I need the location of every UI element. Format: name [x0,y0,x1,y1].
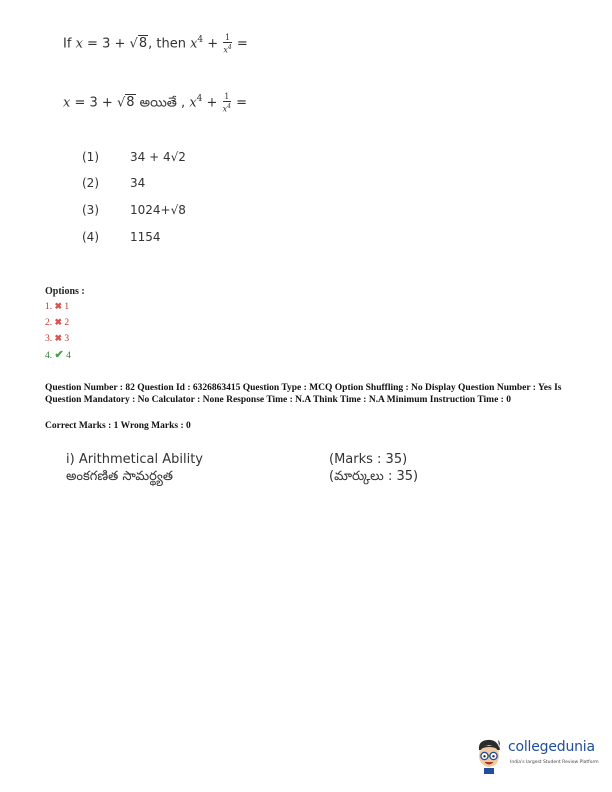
section-title-english: i) Arithmetical Ability [66,452,204,467]
section-title-telugu: అంకగణిత సామర్థ్యత [66,469,174,484]
options-title: Options : [45,286,85,297]
radicand: 8 [138,36,148,52]
section-marks-telugu: (మార్కులు : 35) [329,469,419,484]
var-x: x [189,95,197,111]
choice-label: 4. [45,351,53,361]
choice-3 [45,333,69,344]
radicand: 8 [126,95,135,111]
option-text: 1154 [130,230,161,244]
question-metadata: Question Number : 82 Question Id : 6326863415 Question Type : MCQ Option Shuffling : No Display Question Number : Yes Is Question Mandatory : No Calculator : None Response Time : N.A Think Time : N.A Minimum Instruction Time : 0 [45,383,562,405]
equals-lhs: = 3 + [74,95,113,111]
exponent: 4 [196,94,203,104]
var-x: x [223,45,228,55]
var-x: x [222,104,228,114]
cross-icon: ✖ [54,301,63,311]
option-text: 1024+√8 [130,203,186,217]
choice-1 [45,301,69,312]
choice-value: 2 [64,318,70,328]
equals-sign: = [236,95,247,111]
choice-label: 2. [45,318,53,328]
section-marks-english: (Marks : 35) [329,452,408,467]
answer-option-1 [82,150,186,164]
fraction-numerator: 1 [224,92,230,101]
choice-value: 3 [64,334,70,344]
exponent: 4 [227,44,232,51]
question-prefix: If [63,36,72,52]
var-x: x [63,95,71,111]
var-x: x [75,36,83,52]
answer-option-4 [82,230,161,244]
fraction-denominator [223,43,231,55]
equals-lhs: = 3 + [87,36,126,52]
question-english [63,33,248,55]
fraction [223,33,231,55]
equals-sign: = [236,36,248,52]
option-number: (1) [82,150,99,164]
choice-value: 1 [64,302,70,312]
option-text: 34 [130,176,146,190]
marks-info: Correct Marks : 1 Wrong Marks : 0 [45,421,191,431]
plus-sign: + [207,36,219,52]
option-number: (3) [82,203,99,217]
plus-sign: + [206,95,218,111]
choice-label: 1. [45,302,53,312]
sqrt-symbol: √8 [129,36,148,52]
brand-tagline: India's largest Student Review Platform [510,760,599,765]
exponent: 4 [197,35,204,45]
question-telugu [63,92,247,114]
telugu-then-text: అయితే , [139,95,186,111]
collegedunia-logo [474,736,604,780]
var-x: x [190,36,198,52]
sqrt-symbol: √8 [116,95,135,111]
option-number: (4) [82,230,99,244]
section-title [66,451,203,485]
fraction [223,92,231,114]
option-number: (2) [82,176,99,190]
fraction-numerator: 1 [224,33,231,42]
cross-icon: ✖ [54,333,63,343]
student-mascot-icon [474,738,504,774]
fraction-denominator [223,102,231,114]
choice-label: 3. [45,334,53,344]
then-text: , then [148,36,186,52]
answer-option-3 [82,203,186,217]
cross-icon: ✖ [54,317,63,327]
answer-option-2 [82,176,145,190]
choice-4 [45,348,71,361]
choice-2 [45,317,69,328]
choice-value: 4 [66,351,71,361]
brand-name: collegedunia [508,739,595,755]
section-marks [329,451,418,485]
checkmark-icon: ✔ [54,349,64,361]
exponent: 4 [227,103,231,110]
option-text: 34 + 4√2 [130,150,186,164]
